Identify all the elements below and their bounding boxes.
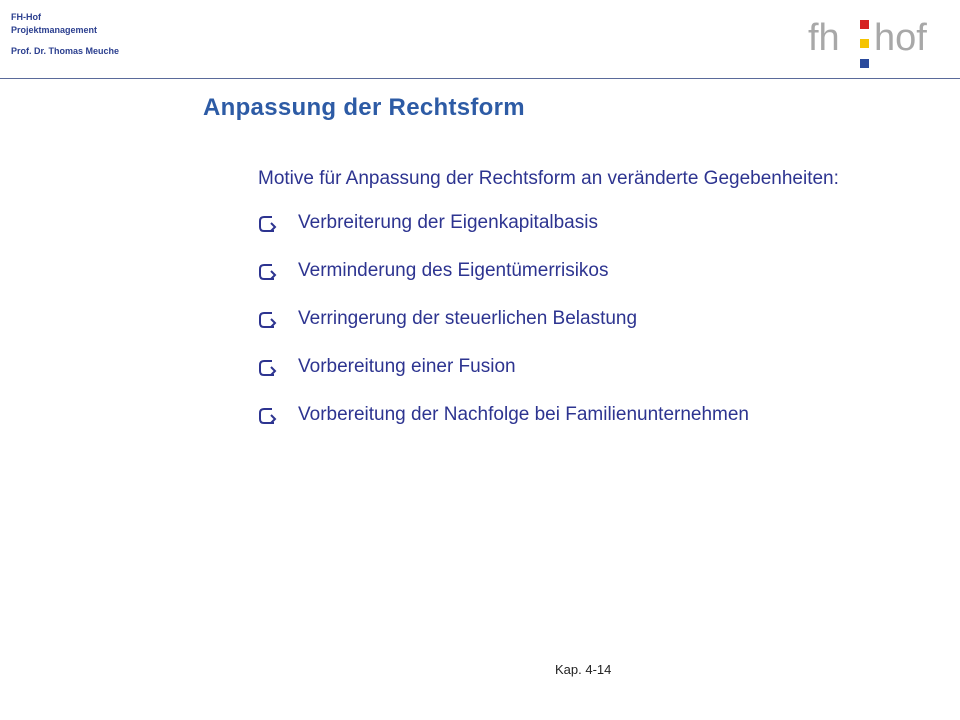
logo-text-hof: hof [874, 17, 927, 59]
return-arrow-icon [258, 204, 280, 242]
author-label: Prof. Dr. Thomas Meuche [11, 46, 120, 56]
return-arrow-icon [258, 396, 280, 434]
bullet-text: Vorbereitung einer Fusion [298, 356, 516, 377]
logo-text-fh: fh [808, 17, 840, 59]
header-divider [0, 78, 960, 79]
return-arrow-icon [258, 348, 280, 386]
bullet-item [258, 300, 918, 348]
header-info [11, 11, 119, 58]
intro-text: Motive für Anpassung der Rechtsform an veränderte Gegebenheiten: [258, 168, 839, 189]
logo-red-square [860, 20, 869, 29]
return-arrow-icon [258, 300, 280, 338]
fh-hof-logo [808, 16, 948, 72]
bullet-item [258, 204, 918, 252]
page-label: Kap. 4-14 [555, 662, 612, 677]
institution-label: FH-Hof [11, 12, 41, 22]
bullet-text: Verringerung der steuerlichen Belastung [298, 308, 638, 329]
course-label: Projektmanagement [11, 25, 98, 35]
slide-title: Anpassung der Rechtsform [203, 94, 525, 121]
logo-yellow-square [860, 39, 869, 48]
bullet-item [258, 348, 918, 396]
bullet-item [258, 252, 918, 300]
bullet-text: Vorbereitung der Nachfolge bei Familienunternehmen [298, 404, 749, 425]
bullet-text: Verminderung des Eigentümerrisikos [298, 260, 609, 281]
bullet-text: Verbreiterung der Eigenkapitalbasis [298, 212, 598, 233]
bullet-item [258, 396, 918, 444]
logo-blue-square [860, 59, 869, 68]
bullet-list [258, 204, 918, 444]
return-arrow-icon [258, 252, 280, 290]
slide-content [258, 160, 918, 444]
